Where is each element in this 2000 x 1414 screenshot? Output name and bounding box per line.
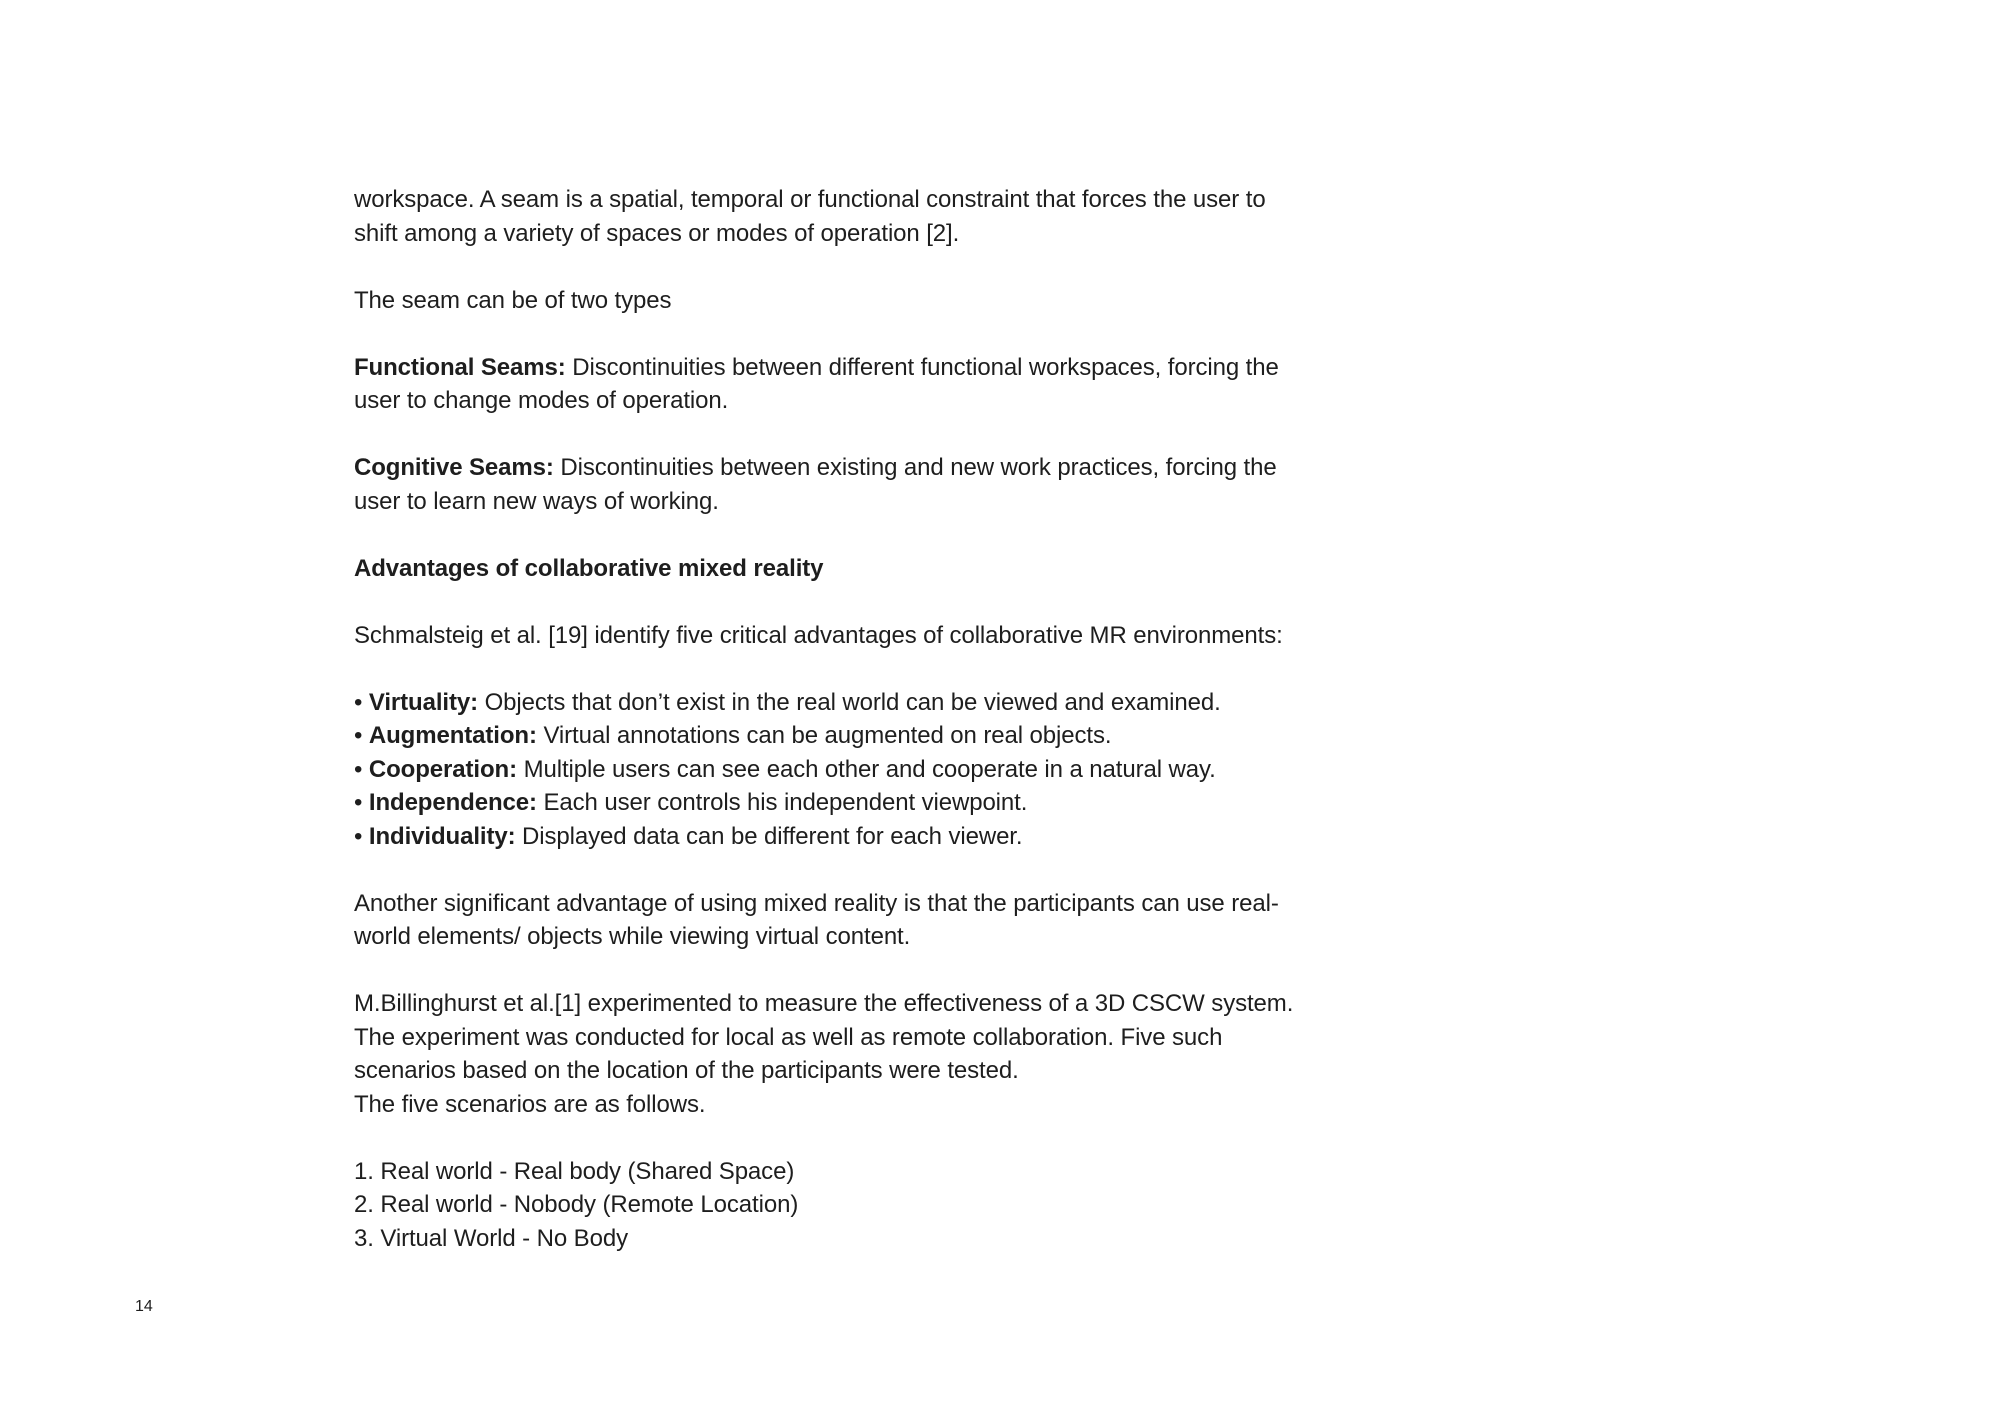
paragraph-gap (354, 317, 1314, 351)
list-item-label: Individuality: (368, 822, 516, 850)
list-item-text: Virtual annotations can be augmented on real objects. (536, 722, 1112, 749)
cognitive-seams-label: Cognitive Seams: (354, 454, 554, 481)
list-item-label: Cooperation: (368, 755, 517, 783)
scenario-item: 1. Real world - Real body (Shared Space) (354, 1157, 795, 1185)
cognitive-seams-text: Discontinuities between existing and new work practices, forcing the user to learn new ways of working. (354, 454, 1277, 515)
text-column (354, 183, 1314, 1255)
paragraph-schmalsteig: Schmalsteig et al. [19] identify five critical advantages of collaborative MR environments: (354, 621, 1283, 649)
bullet: • (354, 688, 369, 716)
paragraph-another-advantage: Another significant advantage of using mixed reality is that the participants can use real-world elements/ objects while viewing virtual content. (354, 889, 1279, 950)
functional-seams-text: Discontinuities between different functional workspaces, forcing the user to change modes of operation. (354, 353, 1279, 414)
functional-seams-label: Functional Seams: (354, 353, 566, 381)
paragraph-seam-definition: workspace. A seam is a spatial, temporal or functional constraint that forces the user to shift among a variety of spaces or modes of operation [2]. (354, 186, 1266, 247)
paragraph-functional-seams (354, 351, 1314, 418)
paragraph-gap (354, 585, 1314, 619)
paragraph-gap (354, 954, 1314, 988)
advantages-list (354, 686, 1314, 854)
paragraph-five-scenarios: The five scenarios are as follows. (354, 1090, 706, 1118)
list-item-augmentation (354, 719, 1314, 753)
paragraph-billinghurst: M.Billinghurst et al.[1] experimented to measure the effectiveness of a 3D CSCW system. The experiment was conducted for local as well as remote collaboration. Five such scenarios based on the location of the participants were tested. (354, 990, 1294, 1084)
paragraph-gap (354, 518, 1314, 552)
list-item-label: Virtuality: (368, 688, 479, 716)
paragraph-cognitive-seams (354, 451, 1314, 518)
scenarios-list (354, 1155, 1314, 1256)
bullet: • (354, 722, 369, 749)
page-number: 14 (135, 1298, 153, 1315)
paragraph-gap (354, 652, 1314, 686)
list-item-label: Independence: (368, 789, 537, 816)
list-item-label: Augmentation: (368, 722, 537, 749)
list-item-text: Each user controls his independent viewpoint. (536, 789, 1028, 816)
bullet: • (354, 822, 369, 850)
paragraph-gap (354, 418, 1314, 452)
scenario-item: 3. Virtual World - No Body (354, 1224, 628, 1252)
list-item-text: Displayed data can be different for each viewer. (515, 822, 1023, 850)
section-heading: Advantages of collaborative mixed reality (354, 554, 824, 582)
list-item-text: Multiple users can see each other and cooperate in a natural way. (517, 755, 1216, 783)
paragraph-gap (354, 853, 1314, 887)
list-item-cooperation (354, 753, 1314, 787)
list-item-virtuality (354, 686, 1314, 720)
scenario-item: 2. Real world - Nobody (Remote Location) (354, 1191, 799, 1218)
list-item-text: Objects that don’t exist in the real world can be viewed and examined. (478, 688, 1221, 716)
bullet: • (354, 789, 369, 816)
list-item-individuality (354, 820, 1314, 854)
list-item-independence (354, 786, 1314, 820)
paragraph-seam-types: The seam can be of two types (354, 286, 672, 314)
paragraph-gap (354, 1121, 1314, 1155)
paragraph-gap (354, 250, 1314, 284)
bullet: • (354, 755, 369, 783)
